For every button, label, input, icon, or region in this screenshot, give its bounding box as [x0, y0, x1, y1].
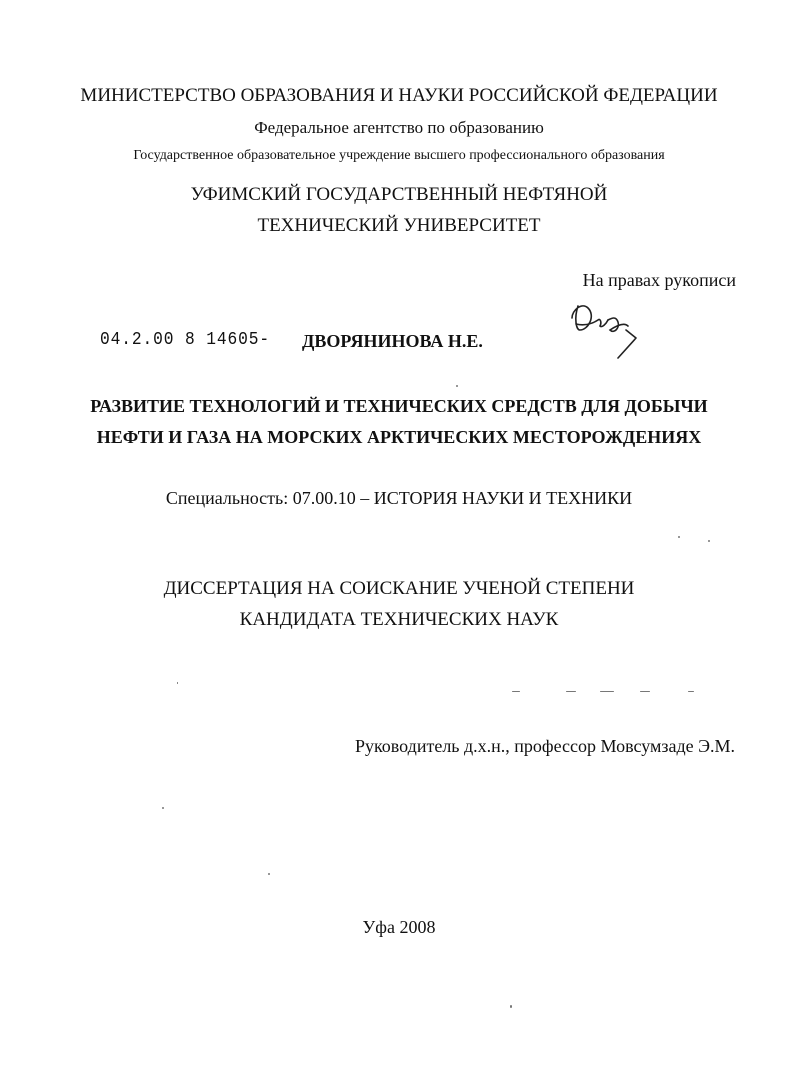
- institution-heading: Государственное образовательное учреждение высшего профессионального образования: [133, 148, 665, 163]
- ministry-heading: МИНИСТЕРСТВО ОБРАЗОВАНИЯ И НАУКИ РОССИЙСКОЙ ФЕДЕРАЦИИ: [80, 85, 718, 106]
- supervisor-line: Руководитель д.х.н., профессор Мовсумзаде Э.М.: [354, 736, 735, 756]
- handwritten-signature: [566, 296, 646, 376]
- scan-speck: [162, 807, 164, 809]
- registration-stamp-code: 04.2.00 8 14605-: [100, 330, 270, 350]
- scan-speck: [512, 691, 520, 692]
- scan-speck: [688, 691, 694, 692]
- agency-heading: Федеральное агентство по образованию: [254, 118, 544, 137]
- scan-speck: [566, 691, 576, 692]
- scan-speck: [177, 682, 178, 684]
- university-name-line-1: УФИМСКИЙ ГОСУДАРСТВЕННЫЙ НЕФТЯНОЙ: [190, 184, 608, 205]
- degree-line-2: КАНДИДАТА ТЕХНИЧЕСКИХ НАУК: [239, 609, 559, 630]
- scan-speck: [456, 385, 458, 387]
- scan-speck: [600, 691, 614, 692]
- scan-speck: [678, 536, 680, 538]
- dissertation-title-line-2: НЕФТИ И ГАЗА НА МОРСКИХ АРКТИЧЕСКИХ МЕСТОРОЖДЕНИЯХ: [96, 427, 702, 447]
- scan-speck: [708, 540, 710, 542]
- specialty-line: Специальность: 07.00.10 – ИСТОРИЯ НАУКИ И ТЕХНИКИ: [165, 488, 633, 508]
- university-name-line-2: ТЕХНИЧЕСКИЙ УНИВЕРСИТЕТ: [257, 215, 541, 236]
- dissertation-title-line-1: РАЗВИТИЕ ТЕХНОЛОГИЙ И ТЕХНИЧЕСКИХ СРЕДСТВ ДЛЯ ДОБЫЧИ: [90, 396, 708, 416]
- manuscript-rights-note: На правах рукописи: [582, 270, 736, 290]
- author-name: ДВОРЯНИНОВА Н.Е.: [302, 331, 483, 351]
- scan-speck: [268, 873, 270, 875]
- degree-line-1: ДИССЕРТАЦИЯ НА СОИСКАНИЕ УЧЕНОЙ СТЕПЕНИ: [163, 578, 635, 599]
- city-year-line: Уфа 2008: [362, 917, 436, 937]
- scan-speck: [640, 691, 650, 692]
- scan-speck: [510, 1005, 512, 1008]
